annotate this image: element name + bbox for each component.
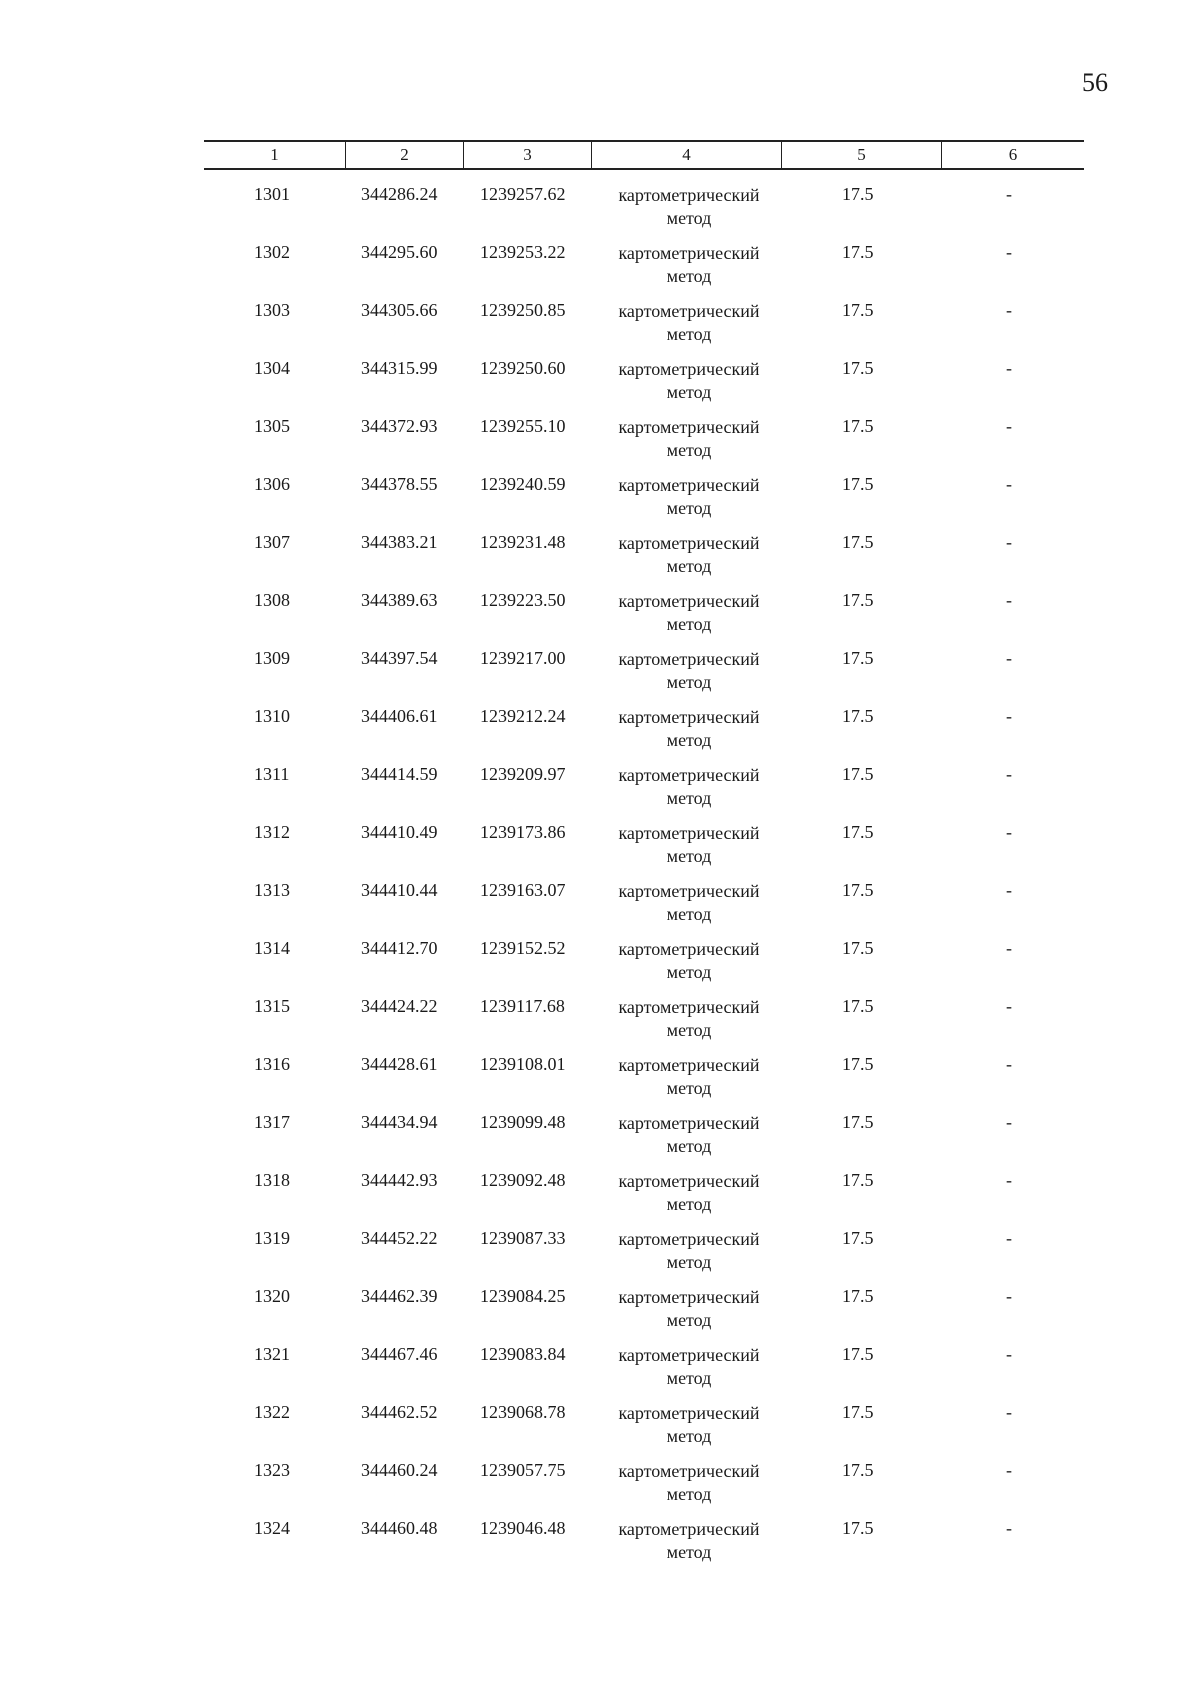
header-cell-3: 3 <box>464 142 592 168</box>
method-line-2: метод <box>666 962 712 982</box>
method <box>594 1228 784 1274</box>
method <box>594 706 784 752</box>
method <box>594 358 784 404</box>
method-line-2: метод <box>666 440 712 460</box>
note: - <box>1006 474 1012 494</box>
method-line-1: картометрический <box>618 881 760 901</box>
header-cell-4: 4 <box>592 142 782 168</box>
method-line-1: картометрический <box>618 1229 760 1249</box>
method-line-1: картометрический <box>618 1519 760 1539</box>
point-number: 1304 <box>254 358 290 378</box>
method <box>594 300 784 346</box>
method-line-2: метод <box>666 1252 712 1272</box>
coordinate-y: 1239084.25 <box>480 1286 566 1306</box>
point-number: 1313 <box>254 880 290 900</box>
note: - <box>1006 1286 1012 1306</box>
method <box>594 880 784 926</box>
method <box>594 822 784 868</box>
note: - <box>1006 242 1012 262</box>
method <box>594 996 784 1042</box>
note: - <box>1006 880 1012 900</box>
table-row <box>204 1162 1084 1220</box>
note: - <box>1006 938 1012 958</box>
accuracy: 17.5 <box>842 1112 874 1132</box>
coordinate-x: 344424.22 <box>361 996 438 1016</box>
coordinate-y: 1239046.48 <box>480 1518 566 1538</box>
method-line-1: картометрический <box>618 649 760 669</box>
table-row <box>204 1046 1084 1104</box>
table-row <box>204 1104 1084 1162</box>
point-number: 1303 <box>254 300 290 320</box>
method <box>594 938 784 984</box>
method-line-2: метод <box>666 1426 712 1446</box>
table-row <box>204 524 1084 582</box>
method-line-2: метод <box>666 1542 712 1562</box>
accuracy: 17.5 <box>842 1286 874 1306</box>
method-line-2: метод <box>666 382 712 402</box>
method-line-1: картометрический <box>618 359 760 379</box>
coordinate-y: 1239057.75 <box>480 1460 566 1480</box>
method-line-1: картометрический <box>618 707 760 727</box>
coordinate-y: 1239217.00 <box>480 648 566 668</box>
table-row <box>204 814 1084 872</box>
note: - <box>1006 822 1012 842</box>
method-line-1: картометрический <box>618 417 760 437</box>
accuracy: 17.5 <box>842 416 874 436</box>
method <box>594 532 784 578</box>
note: - <box>1006 764 1012 784</box>
coordinate-x: 344378.55 <box>361 474 438 494</box>
table-row <box>204 292 1084 350</box>
coordinate-y: 1239240.59 <box>480 474 566 494</box>
table-header <box>204 140 1084 170</box>
point-number: 1309 <box>254 648 290 668</box>
note: - <box>1006 1170 1012 1190</box>
accuracy: 17.5 <box>842 938 874 958</box>
coordinate-x: 344442.93 <box>361 1170 438 1190</box>
point-number: 1316 <box>254 1054 290 1074</box>
table-row <box>204 930 1084 988</box>
coordinate-x: 344372.93 <box>361 416 438 436</box>
table-row <box>204 1278 1084 1336</box>
point-number: 1323 <box>254 1460 290 1480</box>
accuracy: 17.5 <box>842 474 874 494</box>
accuracy: 17.5 <box>842 1170 874 1190</box>
point-number: 1312 <box>254 822 290 842</box>
method <box>594 1054 784 1100</box>
method-line-2: метод <box>666 1368 712 1388</box>
method-line-2: метод <box>666 498 712 518</box>
method-line-1: картометрический <box>618 243 760 263</box>
table-row <box>204 1220 1084 1278</box>
accuracy: 17.5 <box>842 242 874 262</box>
coordinate-x: 344389.63 <box>361 590 438 610</box>
note: - <box>1006 1054 1012 1074</box>
method <box>594 242 784 288</box>
note: - <box>1006 300 1012 320</box>
note: - <box>1006 1344 1012 1364</box>
coordinate-x: 344428.61 <box>361 1054 438 1074</box>
table-row <box>204 872 1084 930</box>
coordinate-x: 344452.22 <box>361 1228 438 1248</box>
coordinate-x: 344286.24 <box>361 184 438 204</box>
method-line-2: метод <box>666 672 712 692</box>
coordinate-x: 344460.24 <box>361 1460 438 1480</box>
coordinate-y: 1239087.33 <box>480 1228 566 1248</box>
note: - <box>1006 996 1012 1016</box>
method <box>594 184 784 230</box>
accuracy: 17.5 <box>842 184 874 204</box>
accuracy: 17.5 <box>842 648 874 668</box>
method-line-2: метод <box>666 1194 712 1214</box>
method-line-1: картометрический <box>618 1461 760 1481</box>
coordinate-x: 344406.61 <box>361 706 438 726</box>
method-line-1: картометрический <box>618 533 760 553</box>
method-line-1: картометрический <box>618 475 760 495</box>
coordinate-y: 1239117.68 <box>480 996 565 1016</box>
point-number: 1301 <box>254 184 290 204</box>
point-number: 1307 <box>254 532 290 552</box>
method <box>594 590 784 636</box>
method-line-1: картометрический <box>618 939 760 959</box>
note: - <box>1006 416 1012 436</box>
table-row <box>204 350 1084 408</box>
method-line-1: картометрический <box>618 823 760 843</box>
note: - <box>1006 1402 1012 1422</box>
table-row <box>204 1510 1084 1568</box>
coordinate-x: 344462.39 <box>361 1286 438 1306</box>
table-row <box>204 176 1084 234</box>
coordinate-x: 344315.99 <box>361 358 438 378</box>
point-number: 1319 <box>254 1228 290 1248</box>
coordinate-y: 1239152.52 <box>480 938 566 958</box>
point-number: 1314 <box>254 938 290 958</box>
point-number: 1305 <box>254 416 290 436</box>
point-number: 1308 <box>254 590 290 610</box>
method <box>594 1344 784 1390</box>
accuracy: 17.5 <box>842 1228 874 1248</box>
point-number: 1302 <box>254 242 290 262</box>
method-line-1: картометрический <box>618 1113 760 1133</box>
point-number: 1322 <box>254 1402 290 1422</box>
accuracy: 17.5 <box>842 590 874 610</box>
coordinate-y: 1239209.97 <box>480 764 566 784</box>
method-line-1: картометрический <box>618 1055 760 1075</box>
point-number: 1317 <box>254 1112 290 1132</box>
table-row <box>204 408 1084 466</box>
coordinate-x: 344412.70 <box>361 938 438 958</box>
note: - <box>1006 184 1012 204</box>
table-row <box>204 988 1084 1046</box>
coordinate-y: 1239099.48 <box>480 1112 566 1132</box>
method-line-2: метод <box>666 846 712 866</box>
method <box>594 1170 784 1216</box>
method-line-1: картометрический <box>618 301 760 321</box>
method-line-2: метод <box>666 788 712 808</box>
method-line-2: метод <box>666 1310 712 1330</box>
coordinate-x: 344460.48 <box>361 1518 438 1538</box>
note: - <box>1006 590 1012 610</box>
coordinate-y: 1239250.85 <box>480 300 566 320</box>
method-line-2: метод <box>666 1136 712 1156</box>
table-row <box>204 1452 1084 1510</box>
method-line-1: картометрический <box>618 1287 760 1307</box>
coordinate-y: 1239250.60 <box>480 358 566 378</box>
method <box>594 474 784 520</box>
table-row <box>204 582 1084 640</box>
method-line-2: метод <box>666 324 712 344</box>
coordinate-x: 344295.60 <box>361 242 438 262</box>
accuracy: 17.5 <box>842 706 874 726</box>
coordinate-y: 1239231.48 <box>480 532 566 552</box>
method-line-2: метод <box>666 1078 712 1098</box>
note: - <box>1006 358 1012 378</box>
coordinate-x: 344410.49 <box>361 822 438 842</box>
method <box>594 648 784 694</box>
accuracy: 17.5 <box>842 300 874 320</box>
method-line-1: картометрический <box>618 765 760 785</box>
method <box>594 1402 784 1448</box>
coordinate-y: 1239163.07 <box>480 880 566 900</box>
note: - <box>1006 1112 1012 1132</box>
accuracy: 17.5 <box>842 880 874 900</box>
accuracy: 17.5 <box>842 1344 874 1364</box>
method-line-1: картометрический <box>618 591 760 611</box>
method-line-1: картометрический <box>618 185 760 205</box>
method-line-1: картометрический <box>618 1403 760 1423</box>
method <box>594 416 784 462</box>
note: - <box>1006 648 1012 668</box>
method-line-1: картометрический <box>618 1171 760 1191</box>
table-row <box>204 756 1084 814</box>
point-number: 1318 <box>254 1170 290 1190</box>
point-number: 1321 <box>254 1344 290 1364</box>
method-line-2: метод <box>666 208 712 228</box>
point-number: 1310 <box>254 706 290 726</box>
accuracy: 17.5 <box>842 1402 874 1422</box>
coordinate-y: 1239068.78 <box>480 1402 566 1422</box>
method-line-2: метод <box>666 556 712 576</box>
accuracy: 17.5 <box>842 764 874 784</box>
method <box>594 1112 784 1158</box>
accuracy: 17.5 <box>842 1460 874 1480</box>
note: - <box>1006 532 1012 552</box>
coordinate-y: 1239173.86 <box>480 822 566 842</box>
page-number: 56 <box>1082 68 1108 97</box>
method-line-2: метод <box>666 614 712 634</box>
method <box>594 1518 784 1564</box>
point-number: 1311 <box>254 764 290 784</box>
table-row <box>204 698 1084 756</box>
table-row <box>204 640 1084 698</box>
table-body <box>204 176 1084 1568</box>
header-cell-5: 5 <box>782 142 942 168</box>
coordinate-y: 1239083.84 <box>480 1344 566 1364</box>
note: - <box>1006 706 1012 726</box>
method <box>594 1286 784 1332</box>
method-line-2: метод <box>666 1484 712 1504</box>
coordinate-x: 344467.46 <box>361 1344 438 1364</box>
coordinate-y: 1239255.10 <box>480 416 566 436</box>
point-number: 1320 <box>254 1286 290 1306</box>
note: - <box>1006 1518 1012 1538</box>
coordinate-y: 1239253.22 <box>480 242 566 262</box>
header-cell-6: 6 <box>1008 145 1018 164</box>
accuracy: 17.5 <box>842 1518 874 1538</box>
header-cell-1: 1 <box>204 142 346 168</box>
method <box>594 1460 784 1506</box>
coordinate-x: 344434.94 <box>361 1112 438 1132</box>
coordinate-x: 344397.54 <box>361 648 438 668</box>
method <box>594 764 784 810</box>
method-line-2: метод <box>666 730 712 750</box>
coordinate-y: 1239092.48 <box>480 1170 566 1190</box>
method-line-1: картометрический <box>618 1345 760 1365</box>
table-row <box>204 1336 1084 1394</box>
coordinate-x: 344305.66 <box>361 300 438 320</box>
method-line-2: метод <box>666 266 712 286</box>
table-row <box>204 1394 1084 1452</box>
accuracy: 17.5 <box>842 996 874 1016</box>
coordinate-y: 1239108.01 <box>480 1054 566 1074</box>
point-number: 1315 <box>254 996 290 1016</box>
header-cell-2: 2 <box>346 142 464 168</box>
coordinate-x: 344410.44 <box>361 880 438 900</box>
coordinate-y: 1239212.24 <box>480 706 566 726</box>
coordinate-x: 344383.21 <box>361 532 438 552</box>
point-number: 1324 <box>254 1518 290 1538</box>
method-line-2: метод <box>666 904 712 924</box>
coordinate-x: 344462.52 <box>361 1402 438 1422</box>
coordinate-x: 344414.59 <box>361 764 438 784</box>
note: - <box>1006 1228 1012 1248</box>
coordinate-y: 1239257.62 <box>480 184 566 204</box>
accuracy: 17.5 <box>842 532 874 552</box>
method-line-2: метод <box>666 1020 712 1040</box>
coordinate-y: 1239223.50 <box>480 590 566 610</box>
table-row <box>204 234 1084 292</box>
accuracy: 17.5 <box>842 822 874 842</box>
note: - <box>1006 1460 1012 1480</box>
table-row <box>204 466 1084 524</box>
accuracy: 17.5 <box>842 1054 874 1074</box>
accuracy: 17.5 <box>842 358 874 378</box>
method-line-1: картометрический <box>618 997 760 1017</box>
point-number: 1306 <box>254 474 290 494</box>
